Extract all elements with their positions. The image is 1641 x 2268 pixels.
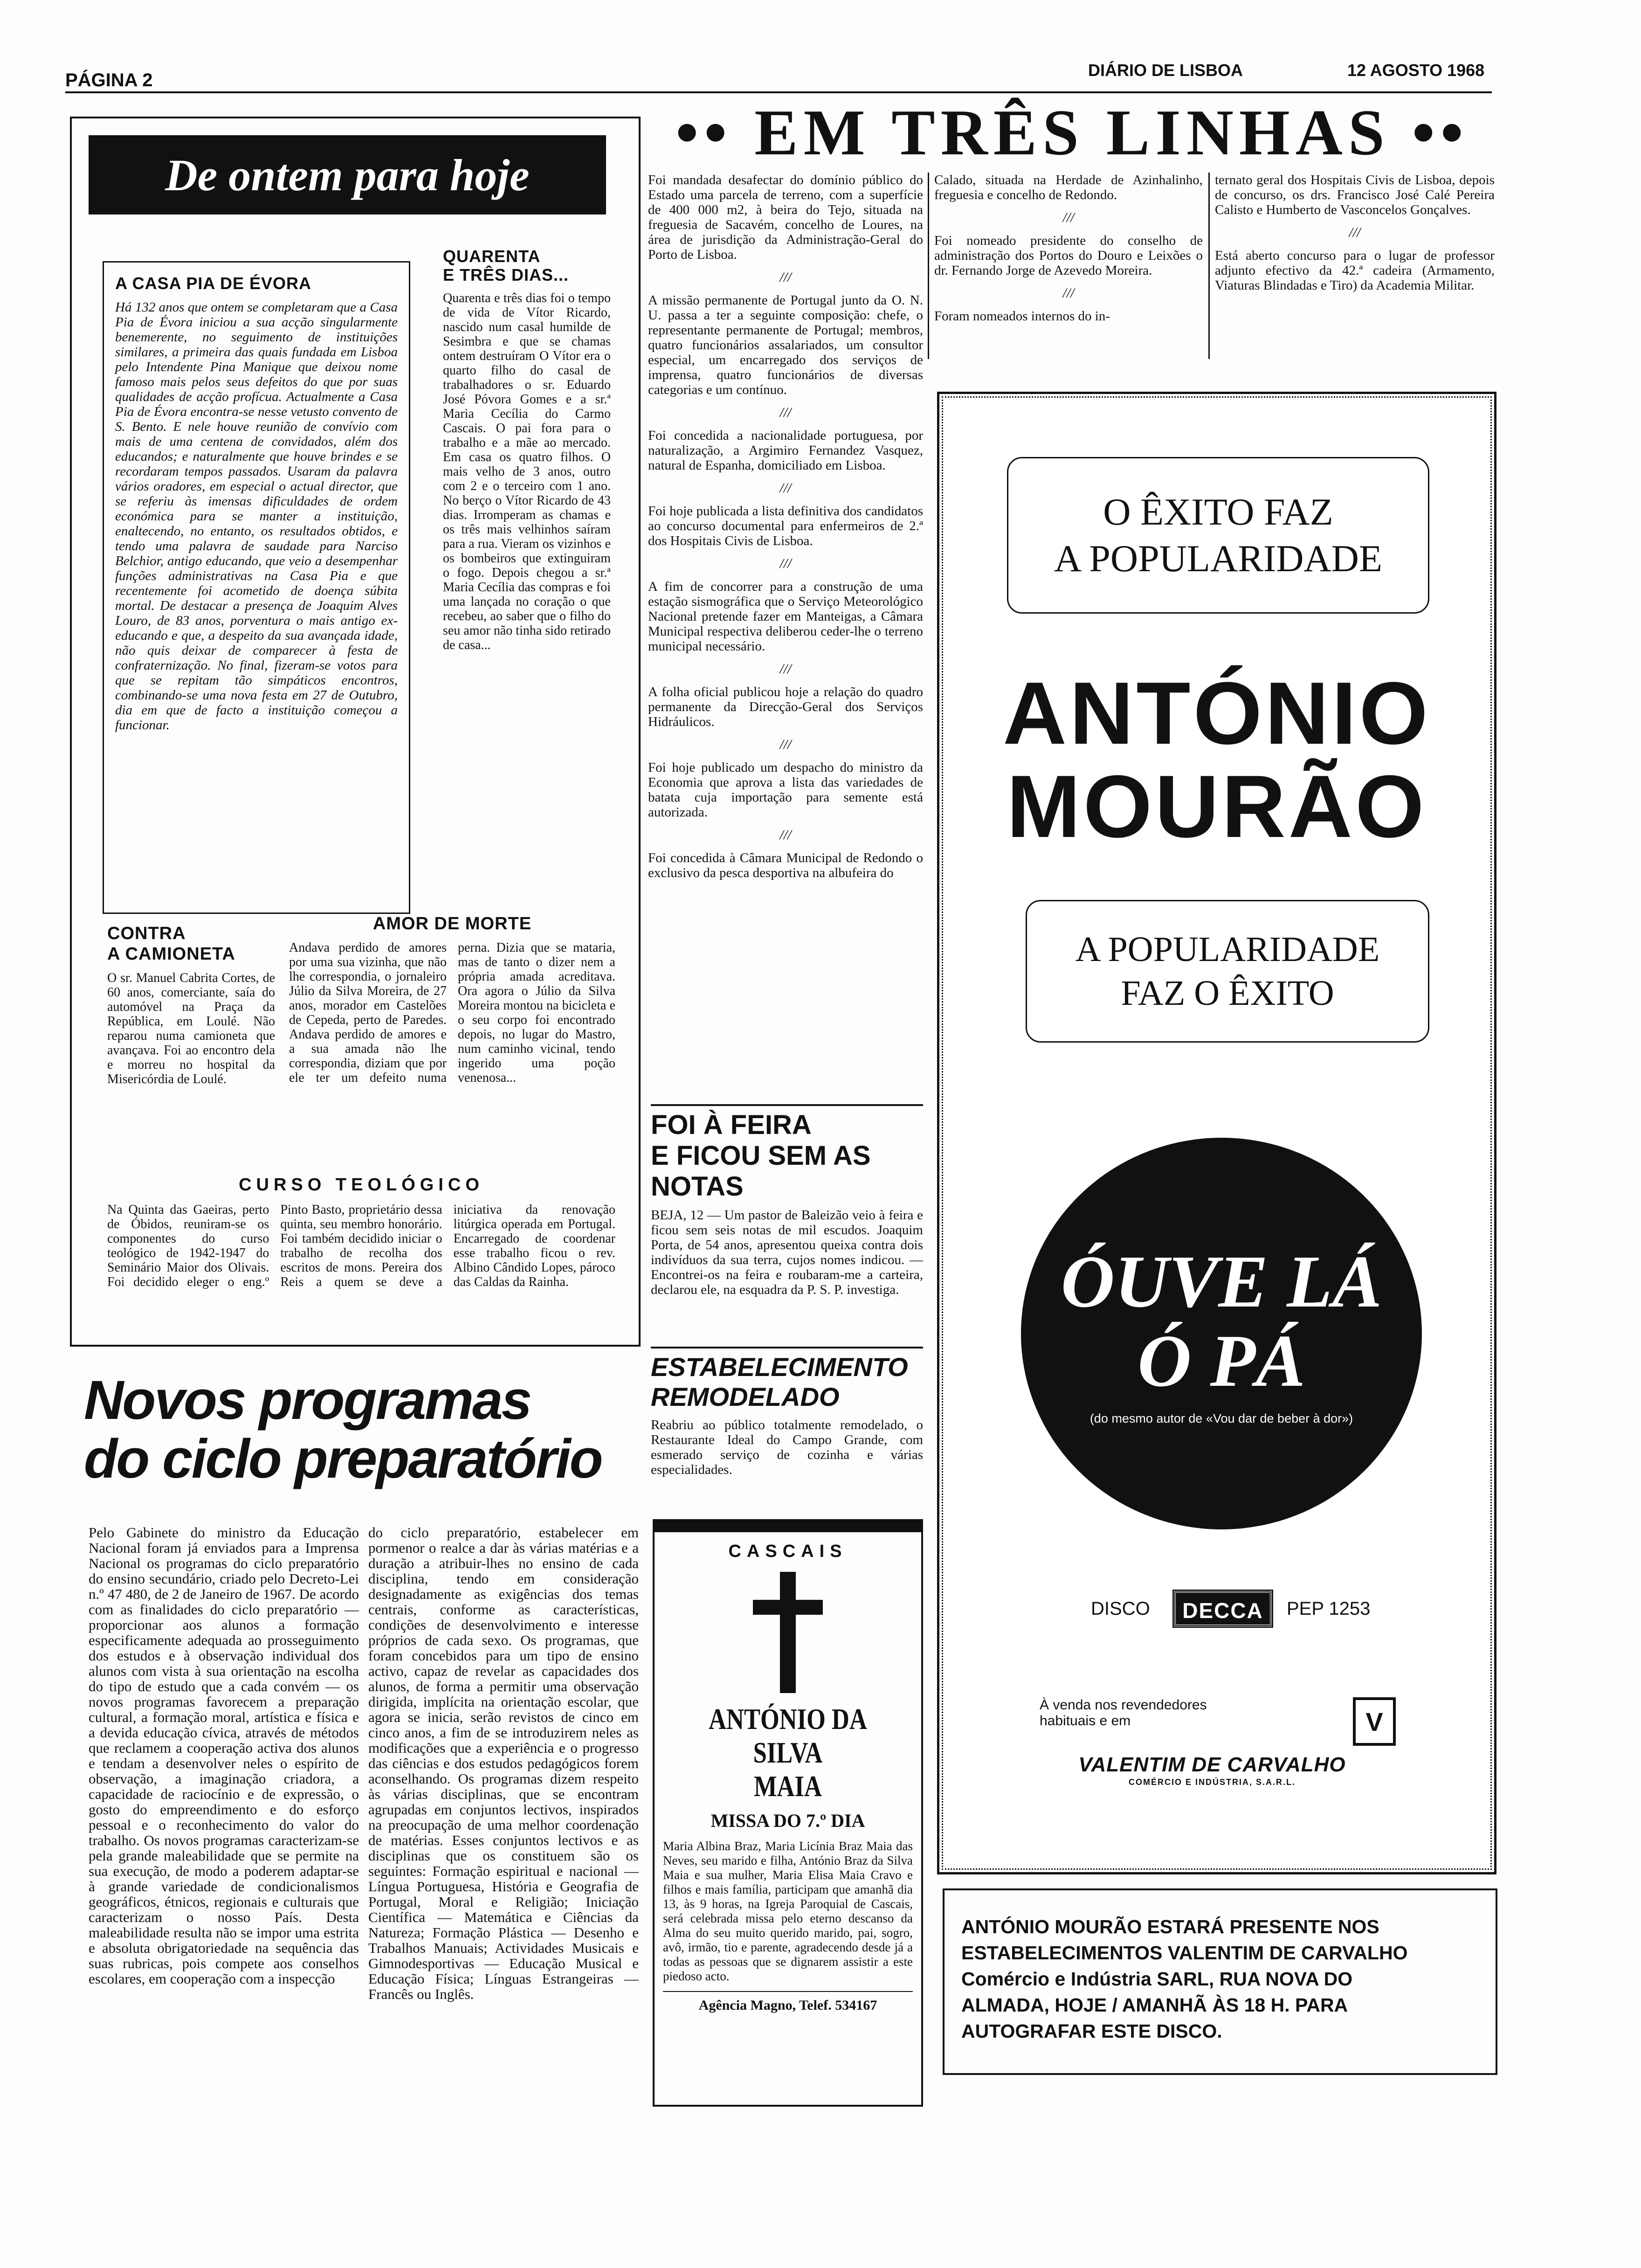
ad-slogan-2-box bbox=[1026, 900, 1429, 1043]
ad-slogan-2-line2: FAZ O ÊXITO bbox=[1121, 974, 1334, 1013]
amor-text: Andava perdido de amores por uma sua vizinha, que não lhe correspondia, o jornaleiro Júlio da Silva Moreira, de 27 anos, morador em Castelões de Cepeda, perto de Paredes. Andava perdido de amores e a sua amada não lhe correspondia, diziam que por ele ter um defeito numa perna. Dizia que se mataria, mas de tanto o dizer nem a própria amada acreditava. Ora agora o Júlio da Silva Moreira montou na bicicleta e o seu corpo foi encontrado depois, no lugar do Mastro, num caminho vicinal, tendo ingerido uma poção venenosa... bbox=[289, 940, 615, 1085]
tres-item-6: A folha oficial publicou hoje a relação do quadro permanente da Direcção-Geral dos Serviços Hidráulicos. bbox=[648, 685, 923, 729]
estab-top-rule bbox=[651, 1347, 923, 1348]
obituary-box bbox=[653, 1519, 923, 2107]
estab-article bbox=[651, 1352, 923, 1511]
novos-headline bbox=[84, 1371, 643, 1492]
tres-separator: /// bbox=[779, 661, 792, 677]
tres-item-2: A missão permanente de Portugal junto da O. N. U. passa a ter a seguinte composição: chefe, o representante permanente de Portugal; membros, quatro funcionários assalariados, um consultor especial, um encarregado dos serviços de imprensa, quatro funcionários de diversas categorias e um contínuo. bbox=[648, 293, 923, 397]
feira-headline-2: E FICOU SEM AS NOTAS bbox=[651, 1141, 871, 1202]
obit-agency: Agência Magno, Telef. 534167 bbox=[698, 1998, 877, 2013]
feira-article bbox=[651, 1110, 923, 1343]
novos-col-2 bbox=[368, 1525, 639, 2140]
issue-date: 12 AGOSTO 1968 bbox=[1347, 61, 1485, 80]
feira-text: BEJA, 12 — Um pastor de Baleizão veio à feira e ficou sem seis notas de mil escudos. Joaquim Porta, de 54 anos, apresentou queixa contra dois indivíduos da sua terra, cujos nomes indicou. — Encontrei-os na feira e roubaram-me a carteira, declarou ele, na esquadra da P. S. P. investiga. bbox=[651, 1208, 923, 1297]
notice-line-1: ANTÓNIO MOURÃO ESTARÁ PRESENTE NOS bbox=[961, 1916, 1379, 1937]
casa-pia-box bbox=[103, 261, 410, 914]
ad-slogan-1-box bbox=[1007, 457, 1429, 614]
notice-line-4: ALMADA, HOJE / AMANHÃ ÀS 18 H. PARA bbox=[961, 1994, 1348, 2016]
tres-separator: /// bbox=[779, 737, 792, 752]
ad-song-line2: Ó PÁ bbox=[1138, 1319, 1305, 1402]
ad-decorative-border bbox=[942, 396, 1492, 1870]
amor-title: AMOR DE MORTE bbox=[372, 914, 532, 933]
estab-text: Reabriu ao público totalmente remodelado, o Restaurante Ideal do Campo Grande, com esmerado serviço de cozinha e várias especialidades. bbox=[651, 1418, 923, 1477]
ad-song-note: (do mesmo autor de «Vou dar de beber à dor») bbox=[1089, 1411, 1353, 1425]
tres-separator: /// bbox=[1062, 285, 1075, 301]
obit-text: Maria Albina Braz, Maria Licínia Braz Maia das Neves, seu marido e filha, António Braz da Silva Maia e sua mulher, Maria Elisa Maia Cravo e filhos e mais família, participam que amanhã dia 13, às 9 horas, na Igreja Paroquial de Cascais, será celebrada missa pelo eterno descanso da Alma do seu muito querido marido, pai, sogro, avô, irmão, tio e parente, agradecendo desde já a todas as pessoas que se dignarem assistir a este piedoso acto. bbox=[663, 1839, 913, 1983]
tres-separator: /// bbox=[779, 270, 792, 285]
tres-separator: /// bbox=[779, 480, 792, 496]
contra-article bbox=[107, 923, 275, 1128]
valentim-logo-icon bbox=[1353, 1697, 1396, 1746]
obit-place: CASCAIS bbox=[728, 1542, 848, 1561]
header-rule bbox=[65, 91, 1492, 93]
ad-catalog-number: PEP 1253 bbox=[1287, 1598, 1371, 1619]
tres-item-4: Foi hoje publicada a lista definitiva dos candidatos ao concurso documental para enfermeiros de 2.ª dos Hospitais Civis de Lisboa. bbox=[648, 504, 923, 548]
estab-headline-2: REMODELADO bbox=[651, 1382, 840, 1411]
ad-disco-label: DISCO bbox=[1091, 1598, 1150, 1619]
ad-artist-line2: MOURÃO bbox=[1007, 757, 1427, 856]
appearance-notice bbox=[943, 1888, 1497, 2075]
tres-separator: /// bbox=[779, 556, 792, 571]
contra-title-2: A CAMIONETA bbox=[107, 944, 235, 964]
novos-col-1 bbox=[89, 1525, 359, 2140]
ad-retailer-sub: COMÉRCIO E INDÚSTRIA, S.A.R.L. bbox=[1128, 1777, 1296, 1787]
feira-headline-1: FOI À FEIRA bbox=[651, 1110, 812, 1140]
tres-item-1: Foi mandada desafectar do domínio público do Estado uma parcela de terreno, com a superfície de 400 000 m2, à beira do Tejo, situada na freguesia de Sacavém, concelho de Loures, na área de jurisdição da Administração-Geral do Porto de Lisboa. bbox=[648, 173, 923, 262]
feira-top-rule bbox=[651, 1104, 923, 1106]
valentim-logo-glyph: V bbox=[1365, 1707, 1383, 1736]
quarenta-title-1: QUARENTA bbox=[443, 247, 541, 266]
curso-text: Na Quinta das Gaeiras, perto de Óbidos, reuniram-se os componentes do curso teológico de 1942-1947 do Seminário Maior dos Olivais. Foi decidido eleger o eng.º Pinto Basto, proprietário dessa quinta, seu membro honorário. Foi também decidido iniciar o trabalho de recolha dos escritos de mons. Pereira dos Reis a quem se deve a iniciativa da renovação litúrgica operada em Portugal. Encarregado de coordenar esse trabalho ficou o rev. Albino Cândido Lopes, pároco das Caldas da Rainha. bbox=[107, 1203, 615, 1289]
obit-name-2: MAIA bbox=[754, 1770, 822, 1803]
ad-sale-text bbox=[1040, 1697, 1207, 1729]
notice-line-3: Comércio e Indústria SARL, RUA NOVA DO bbox=[961, 1968, 1353, 1990]
tres-item-13: Está aberto concurso para o lugar de professor adjunto efectivo da 42.ª cadeira (Armamento, Viaturas Blindadas e Tiro) da Academia Militar. bbox=[1215, 248, 1495, 293]
estab-headline-1: ESTABELECIMENTO bbox=[651, 1352, 908, 1382]
ad-slogan-2-line1: A POPULARIDADE bbox=[1075, 930, 1380, 969]
tres-item-11: Foram nomeados internos do in- bbox=[934, 309, 1110, 324]
tres-col-rule-2 bbox=[1208, 173, 1210, 359]
novos-headline-2: do ciclo preparatório bbox=[84, 1428, 602, 1490]
obit-subtitle: MISSA DO 7.º DIA bbox=[710, 1810, 865, 1831]
obit-name-1: ANTÓNIO DA SILVA bbox=[709, 1702, 867, 1769]
tres-item-7: Foi hoje publicado um despacho do ministro da Economia que aprova a lista das variedades de batata cuja importação para semente está autorizada. bbox=[648, 760, 923, 820]
notice-line-2: ESTABELECIMENTOS VALENTIM DE CARVALHO bbox=[961, 1942, 1408, 1964]
tres-item-3: Foi concedida a nacionalidade portuguesa, por naturalização, a Argimiro Fernandez Vasquez, natural de Espanha, domiciliado em Lisboa. bbox=[648, 428, 923, 473]
tres-item-12: ternato geral dos Hospitais Civis de Lisboa, depois de concurso, os drs. Francisco José Calé Pereira Calisto e Humberto de Vasconcelos Gonçalves. bbox=[1215, 173, 1495, 217]
ad-slogan-1-line1: O ÊXITO FAZ bbox=[1103, 491, 1333, 533]
tres-separator: /// bbox=[1349, 225, 1361, 240]
ontem-banner bbox=[89, 135, 606, 214]
contra-title-1: CONTRA bbox=[107, 924, 186, 943]
tres-col-2 bbox=[934, 173, 1203, 368]
tres-separator: /// bbox=[779, 405, 792, 420]
curso-title: CURSO TEOLÓGICO bbox=[239, 1175, 484, 1195]
newspaper-title: DIÁRIO DE LISBOA bbox=[1088, 61, 1243, 80]
notice-line-5: AUTOGRAFAR ESTE DISCO. bbox=[961, 2020, 1222, 2042]
ad-song-line1: ÓUVE LÁ bbox=[1061, 1239, 1382, 1323]
ad-song-oval bbox=[1021, 1138, 1422, 1529]
tres-item-8: Foi concedida à Câmara Municipal de Redondo o exclusivo da pesca desportiva na albufeira do bbox=[648, 850, 923, 880]
tres-separator: /// bbox=[1062, 210, 1075, 225]
novos-text-1: Pelo Gabinete do ministro da Educação Nacional foram já enviados para a Imprensa Nacional os programas do ciclo preparatório do ensino secundário, criado pelo Decreto-Lei n.º 47 480, de 2 de Janeiro de 1967. De acordo com as finalidades do ciclo preparatório — proporcionar aos alunos a formação especificamente adequada ao prosseguimento dos estudos e à observação individual dos alunos com vista à sua orientação na escolha do tipo de estudo que a cada convém — os novos programas favorecem a preparação cultural, a formação moral, artística e física e a devida educação cívica, através de métodos que reclamem a cooperação activa dos alunos e tendam a desenvolver neles o espírito de observação, a imaginação criadora, a capacidade de raciocínio e de expressão, o gosto do empreendimento e do esforço pessoal e o reconhecimento do valor do trabalho. Os novos programas caracterizam-se pela grande maleabilidade que se permite na sua execução, de modo a poderem adaptar-se à grande variedade de condicionalismos geográficos, étnicos, regionais e culturais que caracterizam o nosso País. Desta maleabilidade resulta não se impor uma estrita e absoluta obrigatoriedade na sequência das suas rubricas, pois compete aos conselhos escolares, em cooperação com a inspecção bbox=[89, 1525, 359, 1987]
tres-item-5: A fim de concorrer para a construção de uma estação sismográfica que o Serviço Meteorológico Nacional pretende fazer em Manteigas, a Câmara Municipal respectiva deliberou ceder-lhe o terreno municipal necessário. bbox=[648, 579, 923, 654]
tres-item-10: Foi nomeado presidente do conselho de administração dos Portos do Douro e Leixões o dr. Fernando Jorge de Azevedo Moreira. bbox=[934, 233, 1203, 278]
amor-article bbox=[289, 914, 615, 1175]
decca-logo: DECCA bbox=[1174, 1591, 1272, 1626]
ad-slogan-1-line2: A POPULARIDADE bbox=[1054, 537, 1382, 580]
quarenta-title-2: E TRÊS DIAS... bbox=[443, 265, 569, 284]
novos-text-2: do ciclo preparatório, estabelecer em pormenor o realce a dar às várias matérias e a duração a atribuir-lhes no ensino de cada disciplina, tendo em consideração designadamente as exigências dos temas centrais, conforme as características, condições de desenvolvimento e interesse próprios de cada sexo. Os programas, que foram concebidos para um tipo de ensino activo, capaz de revelar as capacidades dos alunos, de forma a permitir uma observação dirigida, implícita na orientação escolar, que agora se inicia, serão revistos de cinco em cinco anos, a fim de se introduzirem neles as modificações que a experiência e o progresso das ciências e dos estudos pedagógicos forem aconselhando. Os programas dizem respeito às várias disciplinas, que se encontram agrupadas em conjuntos lectivos, inspirados na preocupação de uma melhor coordenação de matérias. Esses conjuntos lectivos e as disciplinas que os constituem são os seguintes: Formação espiritual e nacional — Língua Portuguesa, História e Geografia de Portugal, Moral e Religião; Iniciação Científica — Matemática e Ciências da Natureza; Formação Plástica — Desenho e Trabalhos Manuais; Actividades Musicais e Gimnodesportivas — Educação Musical e Educação Física; Línguas Estrangeiras — Francês ou Inglês. bbox=[368, 1525, 639, 2002]
page-label: PÁGINA 2 bbox=[65, 70, 153, 90]
ontem-banner-title: De ontem para hoje bbox=[165, 150, 530, 200]
ad-sale-line1: À venda nos revendedores bbox=[1040, 1697, 1207, 1713]
tres-headline: •• EM TRÊS LINHAS •• bbox=[676, 97, 1469, 169]
tres-col-rule-1 bbox=[928, 173, 929, 359]
ad-artist-line1: ANTÓNIO bbox=[1002, 664, 1431, 763]
curso-article bbox=[107, 1175, 615, 1338]
ad-retailer: VALENTIM DE CARVALHO bbox=[1078, 1753, 1346, 1776]
tres-item-9: Calado, situada na Herdade de Azinhalinho, freguesia e concelho de Redondo. bbox=[934, 173, 1203, 202]
tres-col-3 bbox=[1215, 173, 1495, 368]
tres-col-1 bbox=[648, 173, 923, 1105]
ad-sale-line2: habituais e em bbox=[1040, 1713, 1131, 1729]
quarenta-text: Quarenta e três dias foi o tempo de vida de Vítor Ricardo, nascido num casal humilde de Sesimbra e que se chamas ontem destruíram O Vítor era o quarto filho do casal de trabalhadores o sr. Eduardo José Póvora Gomes e a sr.ª Maria Cecília do Carmo Cascais. O pai fora para o trabalho e a mãe ao mercado. Em casa os quatro filhos. O mais velho de 3 anos, outro com 2 e o terceiro com 1 ano. No berço o Vítor Ricardo de 43 dias. Irromperam as chamas e os três mais velhinhos saíram para a rua. Vieram os vizinhos e os bombeiros que extinguiram o fogo. Depois chegou a sr.ª Maria Cecília das compras e foi uma lançada no coração o que recebeu, ao saber que o filho do seu amor não tinha sido retirado de casa... bbox=[443, 291, 611, 652]
casa-pia-title: A CASA PIA DE ÉVORA bbox=[115, 274, 312, 293]
cross-icon bbox=[753, 1572, 823, 1693]
contra-text: O sr. Manuel Cabrita Cortes, de 60 anos, comerciante, saía do automóvel na Praça da República, em Loulé. Não reparou numa camioneta que avançava. Foi ao encontro dela e morreu no hospital da Misericórdia de Loulé. bbox=[107, 971, 275, 1086]
quarenta-article bbox=[443, 247, 611, 947]
casa-pia-text: Há 132 anos que ontem se completaram que a Casa Pia de Évora iniciou a sua acção singularmente benemerente, no seguimento de instituições similares, a primeira das quais fundada em Lisboa pelo Intendente Pina Manique que deixou nome famoso mais pelos seus defeitos do que por suas qualidades de acção profícua. Actualmente a Casa Pia de Évora encontra-se nesse vetusto convento de S. Bento. E nele houve reunião de convívio com mais de uma centena de convidados, além dos educandos; e naturalmente que houve brindes e se recordaram tempos passados. Usaram da palavra vários oradores, em especial o actual director, que se referiu às imensas dificuldades de ordem económica para se manter a instituição, enaltecendo, no entanto, os resultados obtidos, e tendo uma palavra de saudade para Narciso Belchior, antigo educando, que veio a desempenhar funções administrativas na Casa Pia e que recentemente foi acometido de doença súbita mortal. De destacar a presença de Joaquim Alves Louro, de 83 anos, porventura o mais antigo ex-educando e que, a despeito da sua avançada idade, não quis deixar de comparecer à festa de confraternização. No final, fizeram-se votos para que se repitam tão simpáticos encontros, combinando-se uma nova festa em 27 de Outubro, dia em que de facto a instituição começou a funcionar. bbox=[115, 300, 398, 733]
novos-headline-1: Novos programas bbox=[84, 1369, 531, 1431]
tres-separator: /// bbox=[779, 827, 792, 843]
